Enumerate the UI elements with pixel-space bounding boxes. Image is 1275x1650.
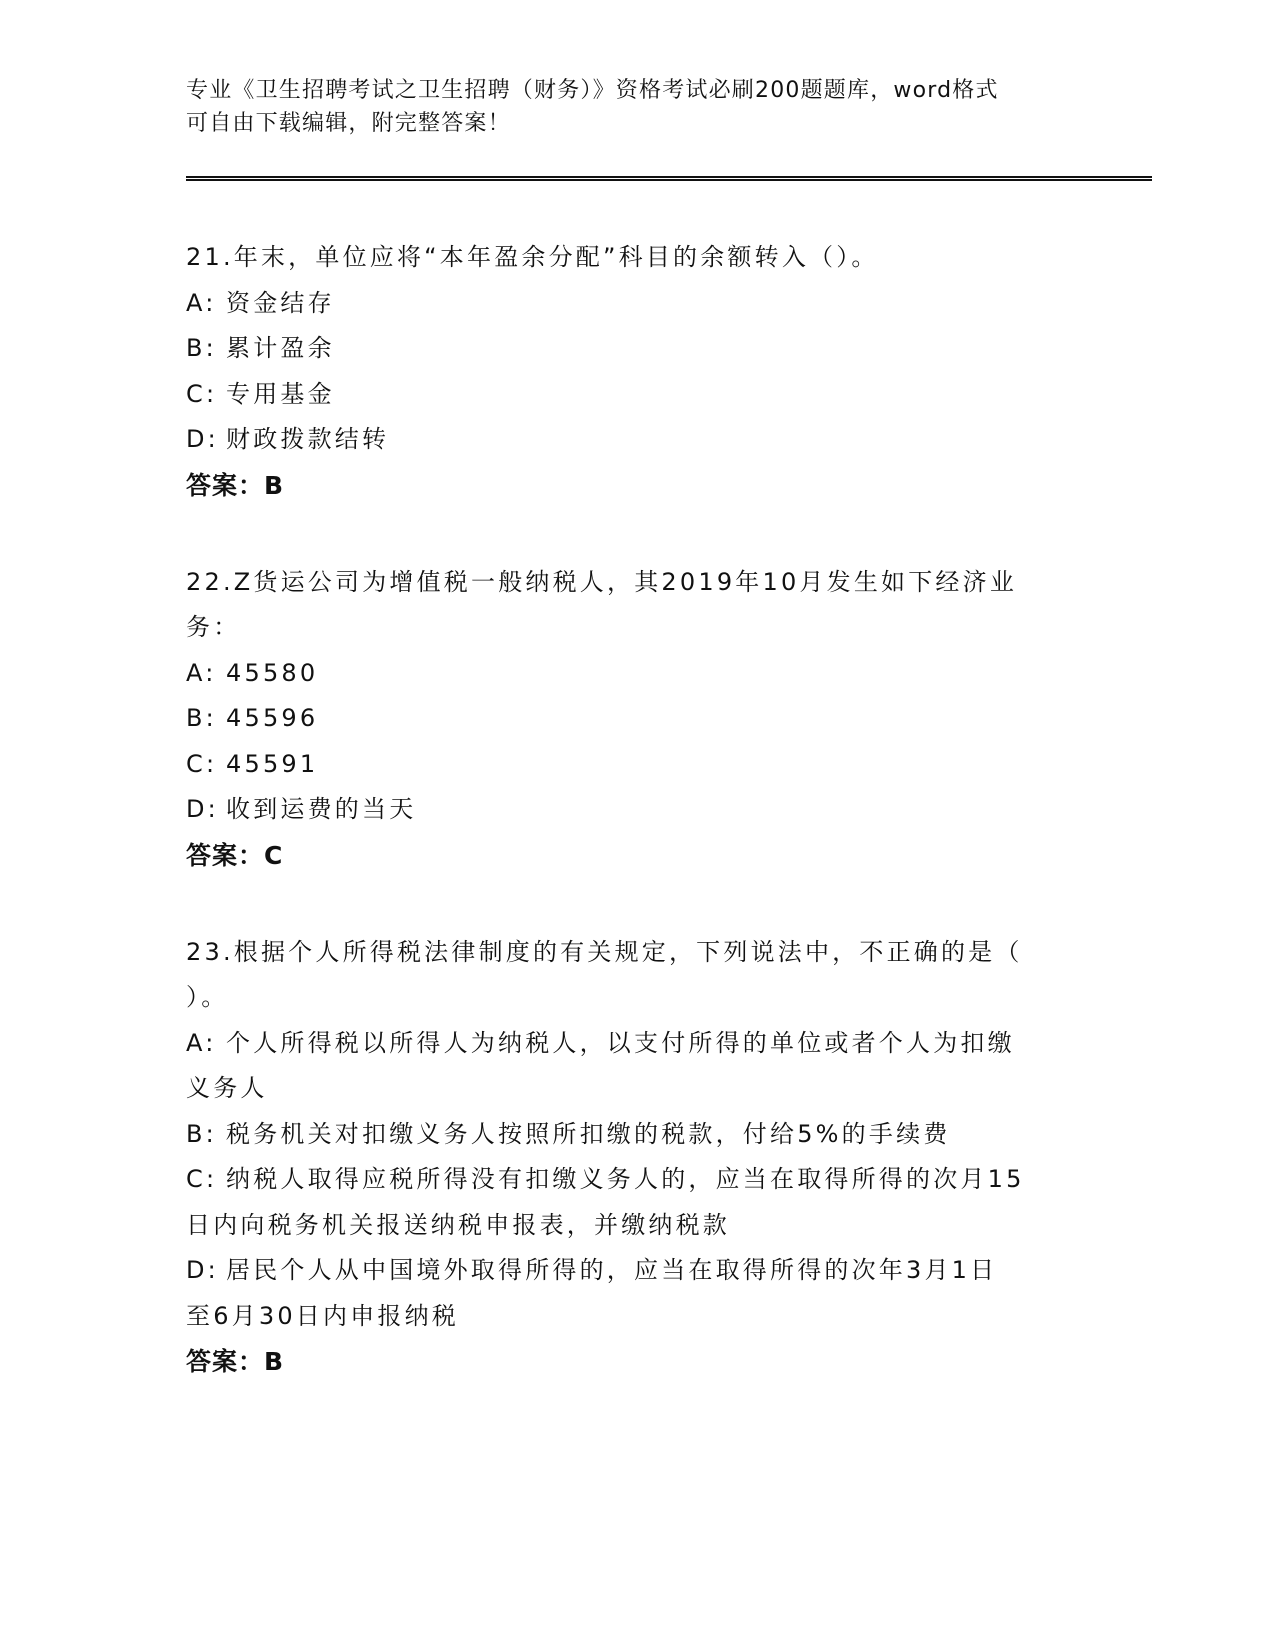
- option-a: [186, 651, 1086, 697]
- option-text: 收到运费的当天: [226, 795, 417, 823]
- option-label: A:: [186, 658, 217, 687]
- option-label: C:: [186, 379, 218, 408]
- question-22: [186, 560, 1086, 878]
- option-label: D:: [186, 1256, 219, 1284]
- question-stem-continued: ）。: [186, 983, 229, 1011]
- document-header: [186, 74, 1086, 140]
- option-a: [186, 281, 1086, 327]
- option-a-continued: 义务人: [186, 1074, 268, 1102]
- option-label: D:: [186, 795, 219, 823]
- option-label: B:: [186, 334, 217, 362]
- option-text: 纳税人取得应税所得没有扣缴义务人的，应当在取得所得的次月15: [226, 1165, 1025, 1193]
- option-label: A:: [186, 1028, 217, 1057]
- option-text: 居民个人从中国境外取得所得的，应当在取得所得的次年3月1日: [226, 1256, 998, 1284]
- option-text: 45580: [226, 658, 319, 687]
- question-21: [186, 235, 1086, 508]
- option-label: C:: [186, 749, 218, 778]
- option-b: [186, 1112, 1086, 1158]
- question-stem: 22.Z货运公司为增值税一般纳税人，其2019年10月发生如下经济业: [186, 567, 1018, 596]
- answer-line: 答案：B: [186, 470, 285, 500]
- option-text: 累计盈余: [226, 334, 335, 362]
- header-line-2: 可自由下载编辑，附完整答案！: [186, 111, 511, 136]
- answer-line: 答案：C: [186, 840, 284, 870]
- question-stem: 21.年末，单位应将“本年盈余分配”科目的余额转入（）。: [186, 243, 879, 271]
- option-text: 45591: [226, 749, 319, 778]
- option-d: [186, 417, 1086, 463]
- option-c: [186, 742, 1086, 788]
- question-stem: 23.根据个人所得税法律制度的有关规定，下列说法中，不正确的是（: [186, 937, 1023, 966]
- question-23: [186, 930, 1086, 1385]
- option-a: [186, 1021, 1086, 1067]
- option-text: 资金结存: [226, 288, 335, 317]
- option-label: D:: [186, 425, 219, 453]
- question-list: [186, 235, 1086, 1436]
- option-text: 45596: [226, 704, 319, 732]
- header-divider: [186, 176, 1152, 181]
- option-c-continued: 日内向税务机关报送纳税申报表，并缴纳税款: [186, 1210, 730, 1239]
- option-label: B:: [186, 704, 217, 732]
- option-b: [186, 326, 1086, 372]
- option-d-continued: 至6月30日内申报纳税: [186, 1301, 460, 1330]
- option-d: [186, 1248, 1086, 1294]
- option-label: C:: [186, 1165, 218, 1193]
- question-stem-continued: 务：: [186, 613, 241, 641]
- option-text: 财政拨款结转: [226, 425, 390, 453]
- option-c: [186, 372, 1086, 418]
- option-text: 专用基金: [226, 379, 335, 408]
- option-b: [186, 696, 1086, 742]
- option-text: 个人所得税以所得人为纳税人，以支付所得的单位或者个人为扣缴: [226, 1028, 1015, 1057]
- option-d: [186, 787, 1086, 833]
- option-text: 税务机关对扣缴义务人按照所扣缴的税款，付给5%的手续费: [226, 1119, 951, 1148]
- option-c: [186, 1157, 1086, 1203]
- option-label: A:: [186, 288, 217, 317]
- option-label: B:: [186, 1119, 217, 1148]
- answer-line: 答案：B: [186, 1347, 285, 1376]
- header-line-1: 专业《卫生招聘考试之卫生招聘（财务）》资格考试必刷200题题库，word格式: [186, 78, 999, 103]
